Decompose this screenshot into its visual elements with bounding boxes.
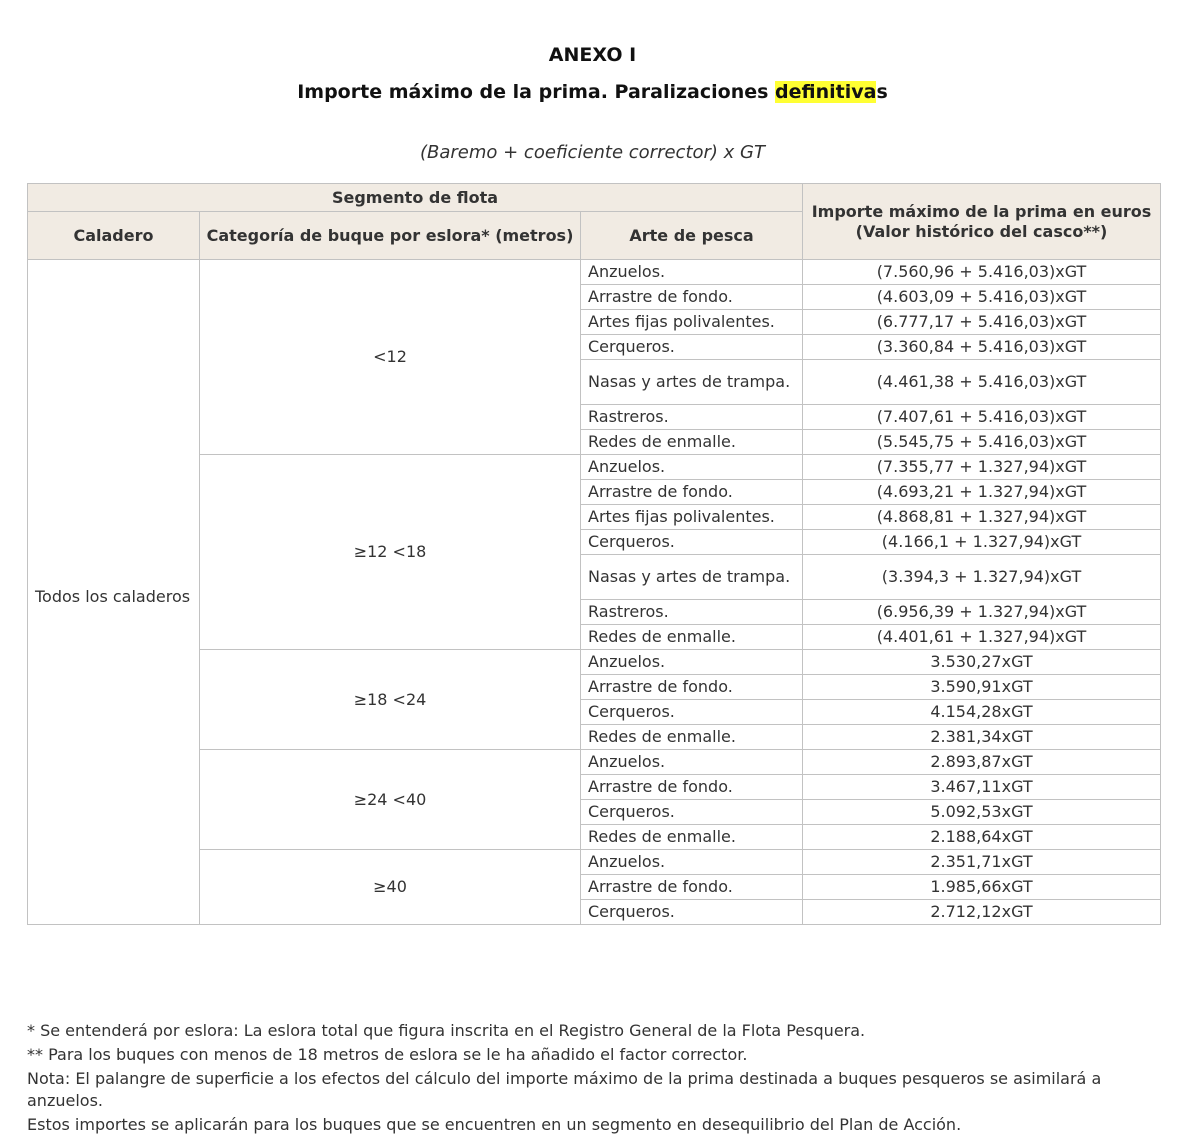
header-importe-line2: (Valor histórico del casco**) — [855, 221, 1108, 241]
arte-de-pesca-cell: Artes fijas polivalentes. — [581, 505, 803, 530]
categoria-cell: ≥40 — [200, 850, 581, 925]
importe-cell: (3.360,84 + 5.416,03)xGT — [803, 335, 1161, 360]
importe-cell: (3.394,3 + 1.327,94)xGT — [803, 555, 1161, 600]
arte-de-pesca-cell: Redes de enmalle. — [581, 430, 803, 455]
subtitle-highlighted-word: definitiva — [775, 81, 877, 103]
arte-de-pesca-cell: Arrastre de fondo. — [581, 875, 803, 900]
arte-de-pesca-cell: Cerqueros. — [581, 800, 803, 825]
importe-cell: 2.712,12xGT — [803, 900, 1161, 925]
annex-subtitle — [0, 81, 1185, 103]
header-categoria: Categoría de buque por eslora* (metros) — [200, 212, 581, 260]
arte-de-pesca-cell: Redes de enmalle. — [581, 825, 803, 850]
caladero-cell: Todos los caladeros — [28, 260, 200, 925]
importe-cell: (4.461,38 + 5.416,03)xGT — [803, 360, 1161, 405]
importe-cell: (7.560,96 + 5.416,03)xGT — [803, 260, 1161, 285]
importe-cell: 1.985,66xGT — [803, 875, 1161, 900]
header-segmento-de-flota: Segmento de flota — [28, 184, 803, 212]
arte-de-pesca-cell: Arrastre de fondo. — [581, 675, 803, 700]
categoria-cell: ≥24 <40 — [200, 750, 581, 850]
importe-cell: (4.693,21 + 1.327,94)xGT — [803, 480, 1161, 505]
importe-cell: (7.355,77 + 1.327,94)xGT — [803, 455, 1161, 480]
importe-cell: 2.351,71xGT — [803, 850, 1161, 875]
header-importe-maximo — [803, 184, 1161, 260]
table-body — [28, 260, 1161, 925]
subtitle-suffix: s — [876, 81, 888, 103]
arte-de-pesca-cell: Cerqueros. — [581, 900, 803, 925]
arte-de-pesca-cell: Anzuelos. — [581, 260, 803, 285]
importe-cell: (7.407,61 + 5.416,03)xGT — [803, 405, 1161, 430]
footnote-factor-corrector: ** Para los buques con menos de 18 metros de eslora se le ha añadido el factor corrector. — [27, 1045, 748, 1064]
importe-cell: (6.956,39 + 1.327,94)xGT — [803, 600, 1161, 625]
arte-de-pesca-cell: Arrastre de fondo. — [581, 285, 803, 310]
importe-cell: (4.868,81 + 1.327,94)xGT — [803, 505, 1161, 530]
arte-de-pesca-cell: Arrastre de fondo. — [581, 480, 803, 505]
categoria-cell: <12 — [200, 260, 581, 455]
header-caladero: Caladero — [28, 212, 200, 260]
importe-cell: 4.154,28xGT — [803, 700, 1161, 725]
arte-de-pesca-cell: Rastreros. — [581, 600, 803, 625]
arte-de-pesca-cell: Anzuelos. — [581, 750, 803, 775]
importe-cell: 2.188,64xGT — [803, 825, 1161, 850]
header-arte-de-pesca: Arte de pesca — [581, 212, 803, 260]
arte-de-pesca-cell: Nasas y artes de trampa. — [581, 360, 803, 405]
subtitle-text: Importe máximo de la prima. Paralizaciones — [297, 81, 776, 103]
formula-caption: (Baremo + coeficiente corrector) x GT — [419, 142, 765, 163]
importe-cell: (4.603,09 + 5.416,03)xGT — [803, 285, 1161, 310]
arte-de-pesca-cell: Cerqueros. — [581, 700, 803, 725]
importe-cell: 2.893,87xGT — [803, 750, 1161, 775]
arte-de-pesca-cell: Redes de enmalle. — [581, 725, 803, 750]
importe-cell: (4.401,61 + 1.327,94)xGT — [803, 625, 1161, 650]
importe-cell: (4.166,1 + 1.327,94)xGT — [803, 530, 1161, 555]
arte-de-pesca-cell: Redes de enmalle. — [581, 625, 803, 650]
arte-de-pesca-cell: Arrastre de fondo. — [581, 775, 803, 800]
importe-cell: (5.545,75 + 5.416,03)xGT — [803, 430, 1161, 455]
arte-de-pesca-cell: Artes fijas polivalentes. — [581, 310, 803, 335]
premium-table — [27, 183, 1161, 925]
importe-cell: 3.467,11xGT — [803, 775, 1161, 800]
arte-de-pesca-cell: Rastreros. — [581, 405, 803, 430]
footnotes — [27, 1020, 1147, 1138]
arte-de-pesca-cell: Nasas y artes de trampa. — [581, 555, 803, 600]
importe-cell: 2.381,34xGT — [803, 725, 1161, 750]
arte-de-pesca-cell: Anzuelos. — [581, 850, 803, 875]
importe-cell: 3.590,91xGT — [803, 675, 1161, 700]
categoria-cell: ≥18 <24 — [200, 650, 581, 750]
categoria-cell: ≥12 <18 — [200, 455, 581, 650]
footnote-nota-palangre: Nota: El palangre de superficie a los efectos del cálculo del importe máximo de la prima destinada a buques pesqueros se asimilará a anzuelos. — [27, 1069, 1102, 1110]
arte-de-pesca-cell: Cerqueros. — [581, 530, 803, 555]
arte-de-pesca-cell: Anzuelos. — [581, 650, 803, 675]
header-importe-line1: Importe máximo de la prima en euros — [811, 201, 1152, 221]
annex-title: ANEXO I — [548, 44, 637, 66]
footnote-eslora: * Se entenderá por eslora: La eslora total que figura inscrita en el Registro General de la Flota Pesquera. — [27, 1021, 866, 1040]
importe-cell: 3.530,27xGT — [803, 650, 1161, 675]
table-row — [28, 260, 1161, 285]
importe-cell: 5.092,53xGT — [803, 800, 1161, 825]
arte-de-pesca-cell: Cerqueros. — [581, 335, 803, 360]
importe-cell: (6.777,17 + 5.416,03)xGT — [803, 310, 1161, 335]
footnote-plan-accion: Estos importes se aplicarán para los buques que se encuentren en un segmento en desequilibrio del Plan de Acción. — [27, 1115, 962, 1134]
arte-de-pesca-cell: Anzuelos. — [581, 455, 803, 480]
